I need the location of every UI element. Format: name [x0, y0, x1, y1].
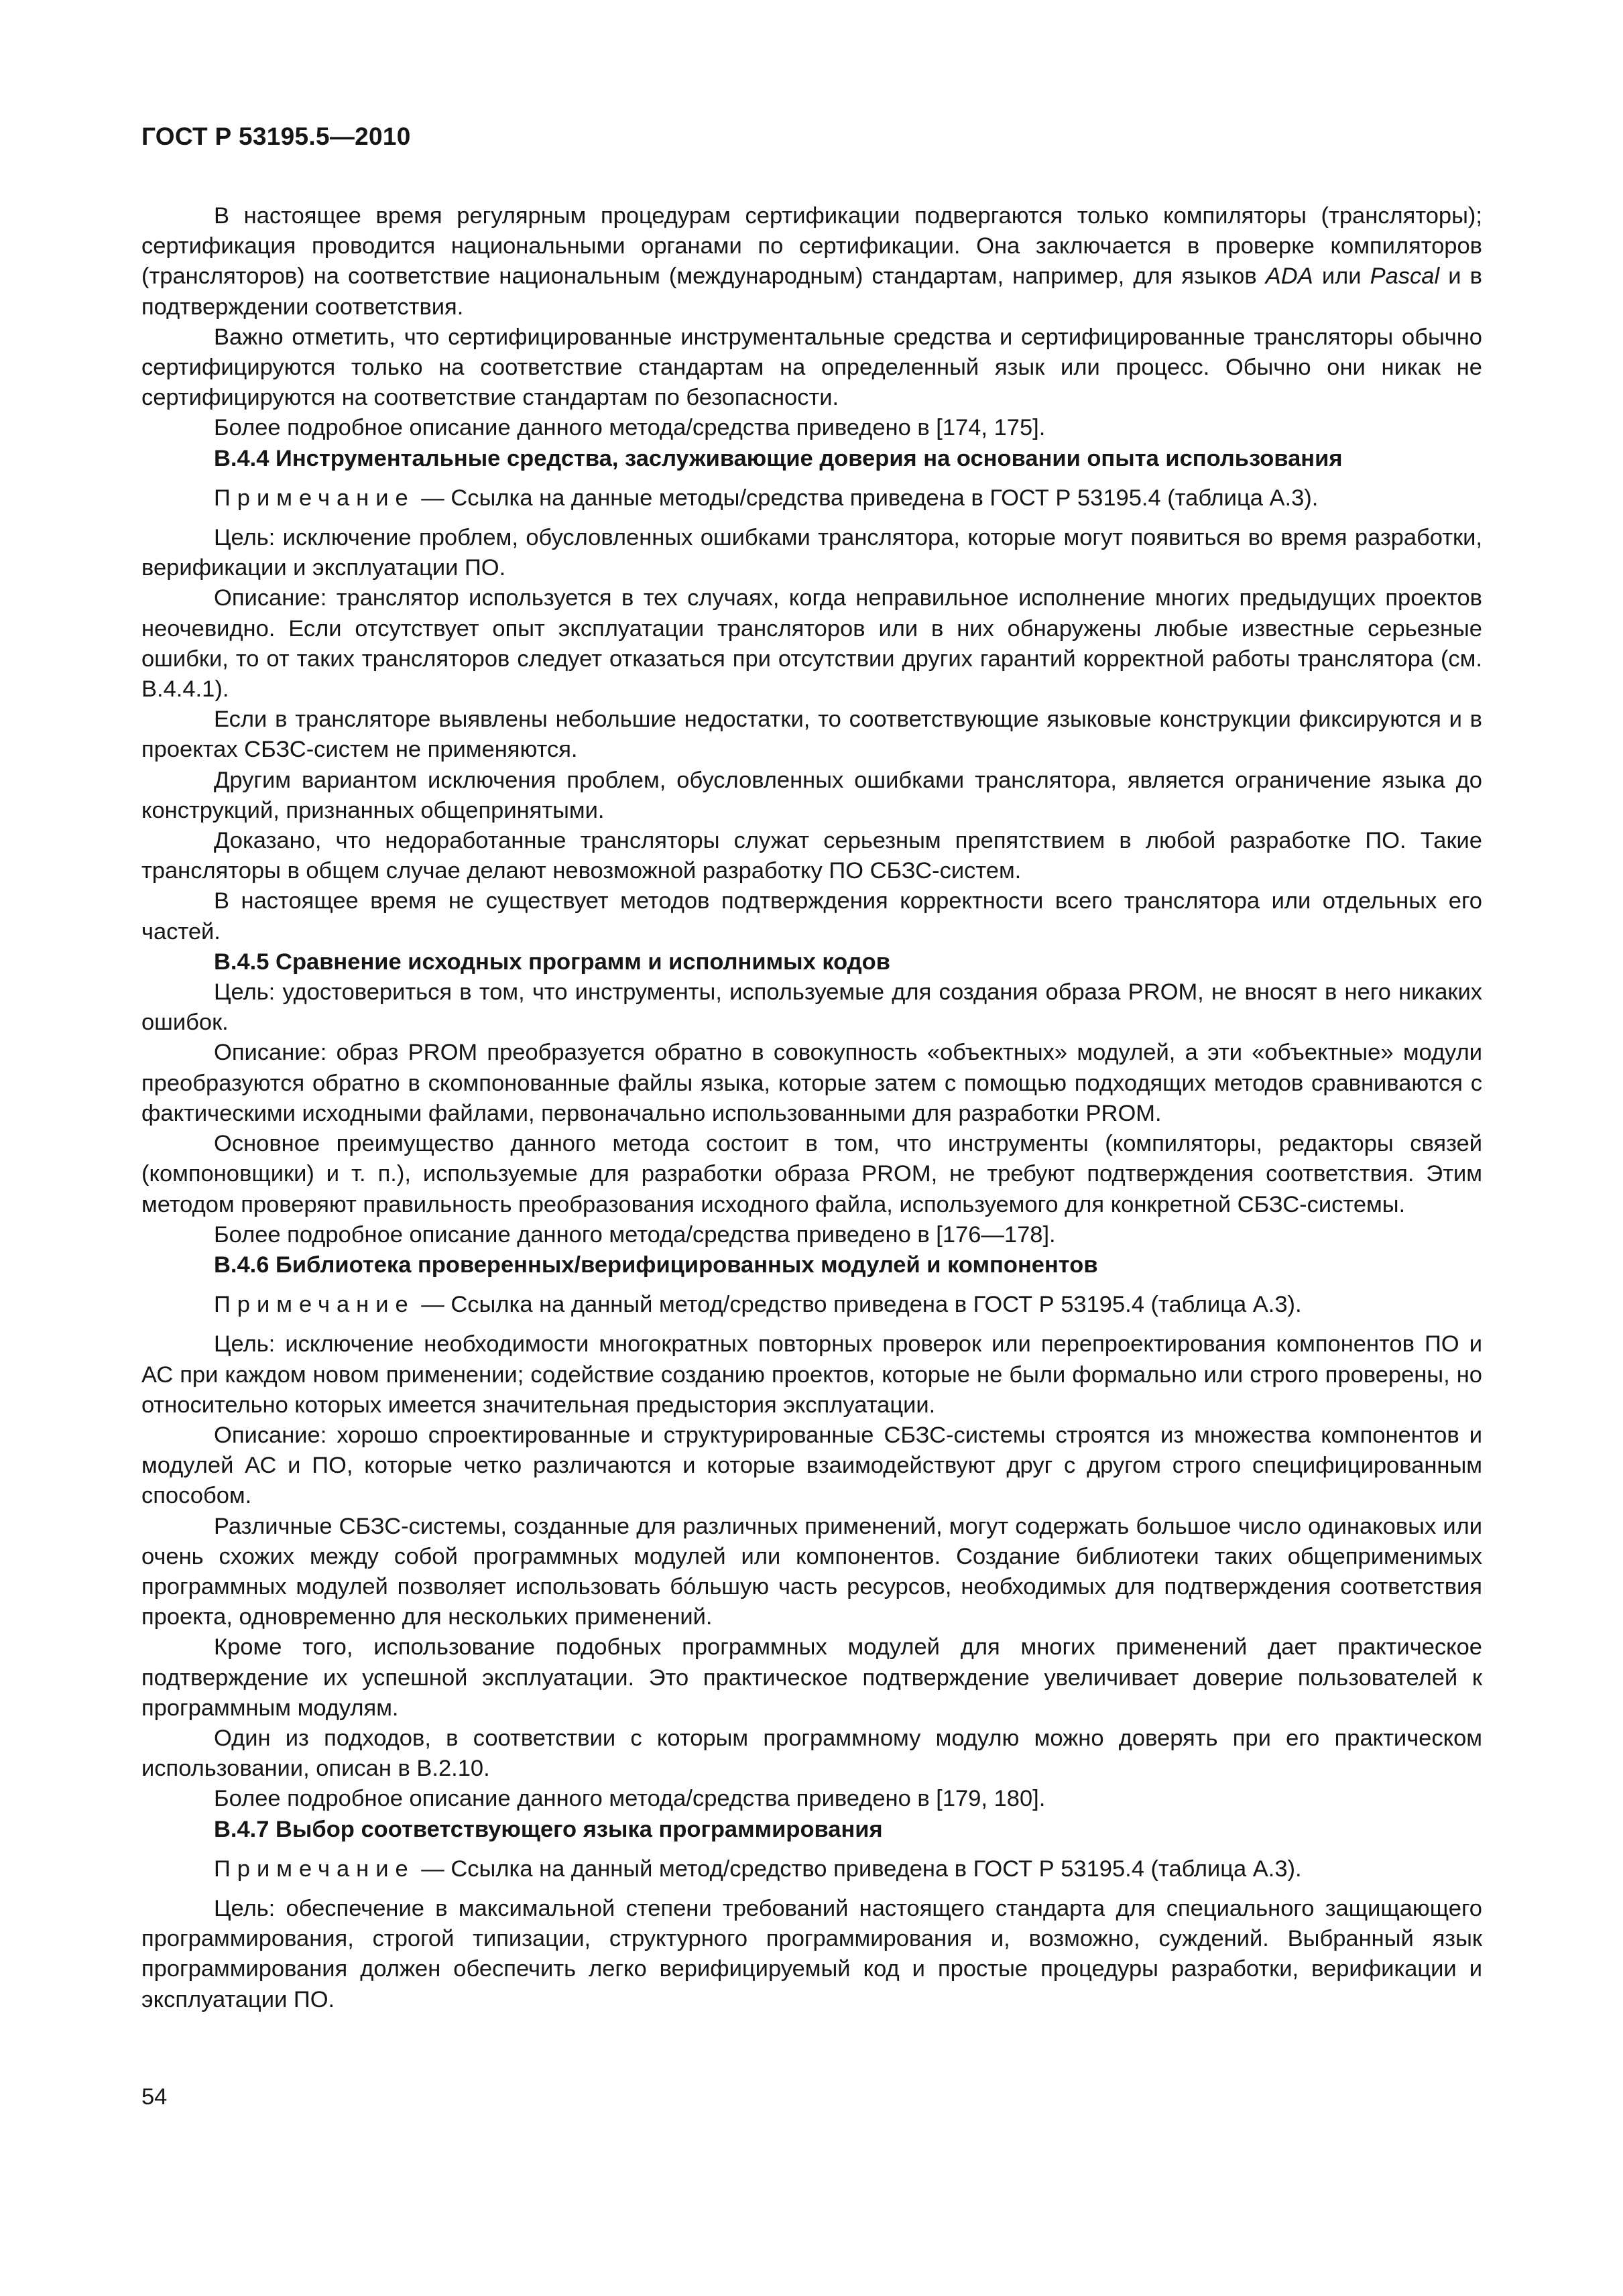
paragraph-reference: Более подробное описание данного метода/средства приведено в [179, 180].: [214, 1786, 1046, 1812]
note-label: Примечание: [214, 1856, 415, 1882]
paragraph-certification: В настоящее время регулярным процедурам сертификации подвергаются только компиляторы (трансляторы); сертификация проводится национальными органами по сертификации. Она заключается в проверке компиляторов (трансляторов) на соответствие национальным (международным) стандартам, например, для языков ADA или Pascal и в подтверждении соответствия.: [141, 203, 1482, 320]
note-label: Примечание: [214, 1292, 415, 1318]
paragraph-goal: Цель: исключение необходимости многократных повторных проверок или перепроектирования компонентов ПО и АС при каждом новом применении; содействие созданию проектов, которые не были формально или строго проверены, но относительно которых имеется значительная предыстория эксплуатации.: [141, 1331, 1482, 1418]
paragraph: В настоящее время не существует методов подтверждения корректности всего транслятора или отдельных его частей.: [141, 888, 1482, 945]
paragraph-reference: Более подробное описание данного метода/средства приведено в [174, 175].: [214, 415, 1046, 441]
note: Примечание — Ссылка на данный метод/средство приведена в ГОСТ Р 53195.4 (таблица А.3).: [214, 1292, 1302, 1318]
document-body: [141, 201, 1482, 2015]
section-heading-b45: В.4.5 Сравнение исходных программ и исполнимых кодов: [214, 949, 890, 975]
lang-ada: ADA: [1265, 263, 1313, 290]
paragraph-goal: Цель: обеспечение в максимальной степени требований настоящего стандарта для специального защищающего программирования, строгой типизации, структурного программирования и, возможно, суждений. Выбранный язык программирования должен обеспечить легко верифицируемый код и простые процедуры разработки, верификации и эксплуатации ПО.: [141, 1895, 1482, 2012]
paragraph: Различные СБЗС-системы, созданные для различных применений, могут содержать большое число одинаковых или очень схожих между собой программных модулей или компонентов. Создание библиотеки таких общеприменимых программных модулей позволяет использовать бо́льшую часть ресурсов, необходимых для подтверждения соответствия проекта, одновременно для нескольких применений.: [141, 1513, 1482, 1630]
paragraph: Основное преимущество данного метода состоит в том, что инструменты (компиляторы, редакторы связей (компоновщики) и т. п.), используемые для разработки образа PROM, не требуют подтверждения соответствия. Этим методом проверяют правильность преобразования исходного файла, используемого для конкретной СБЗС-системы.: [141, 1131, 1482, 1217]
paragraph: Если в трансляторе выявлены небольшие недостатки, то соответствующие языковые конструкции фиксируются и в проектах СБЗС-систем не применяются.: [141, 707, 1482, 763]
paragraph: Один из подходов, в соответствии с которым программному модулю можно доверять при его практическом использовании, описан в В.2.10.: [141, 1725, 1482, 1782]
note: Примечание — Ссылка на данные методы/средства приведена в ГОСТ Р 53195.4 (таблица А.3).: [214, 485, 1319, 511]
paragraph-goal: Цель: удостовериться в том, что инструменты, используемые для создания образа PROM, не вносят в него никаких ошибок.: [141, 979, 1482, 1036]
section-heading-b46: В.4.6 Библиотека проверенных/верифицированных модулей и компонентов: [214, 1252, 1098, 1278]
paragraph: Доказано, что недоработанные трансляторы служат серьезным препятствием в любой разработке ПО. Такие трансляторы в общем случае делают невозможной разработку ПО СБЗС-систем.: [141, 828, 1482, 884]
document-header: ГОСТ Р 53195.5—2010: [141, 123, 411, 150]
paragraph: Кроме того, использование подобных программных модулей для многих применений дает практическое подтверждение их успешной эксплуатации. Это практическое подтверждение увеличивает доверие пользователей к программным модулям.: [141, 1634, 1482, 1721]
paragraph-description: Описание: транслятор используется в тех случаях, когда неправильное исполнение многих предыдущих проектов неочевидно. Если отсутствует опыт эксплуатации трансляторов или в них обнаружены любые известные серьезные ошибки, то от таких трансляторов следует отказаться при отсутствии других гарантий корректной работы транслятора (см. В.4.4.1).: [141, 585, 1482, 703]
lang-pascal: Pascal: [1370, 263, 1440, 290]
paragraph-reference: Более подробное описание данного метода/средства приведено в [176—178].: [214, 1221, 1056, 1248]
section-heading-b44: В.4.4 Инструментальные средства, заслуживающие доверия на основании опыта использования: [214, 445, 1343, 471]
paragraph-goal: Цель: исключение проблем, обусловленных ошибками транслятора, которые могут появиться во время разработки, верификации и эксплуатации ПО.: [141, 525, 1482, 581]
paragraph: Важно отметить, что сертифицированные инструментальные средства и сертифицированные трансляторы обычно сертифицируются только на соответствие стандартам на определенный язык или процесс. Обычно они никак не сертифицируются на соответствие стандартам по безопасности.: [141, 324, 1482, 411]
note-label: Примечание: [214, 485, 415, 511]
paragraph: Другим вариантом исключения проблем, обусловленных ошибками транслятора, является ограничение языка до конструкций, признанных общепринятыми.: [141, 767, 1482, 823]
paragraph-description: Описание: хорошо спроектированные и структурированные СБЗС-системы строятся из множества компонентов и модулей АС и ПО, которые четко различаются и которые взаимодействуют друг с другом строго специфицированным способом.: [141, 1422, 1482, 1509]
page-number: 54: [141, 2084, 168, 2110]
section-heading-b47: В.4.7 Выбор соответствующего языка программирования: [214, 1816, 883, 1842]
paragraph-description: Описание: образ PROM преобразуется обратно в совокупность «объектных» модулей, а эти «объектные» модули преобразуются обратно в скомпонованные файлы языка, которые затем с помощью подходящих методов сравниваются с фактическими исходными файлами, первоначально использованными для разработки PROM.: [141, 1040, 1482, 1126]
note: Примечание — Ссылка на данный метод/средство приведена в ГОСТ Р 53195.4 (таблица А.3).: [214, 1856, 1302, 1882]
